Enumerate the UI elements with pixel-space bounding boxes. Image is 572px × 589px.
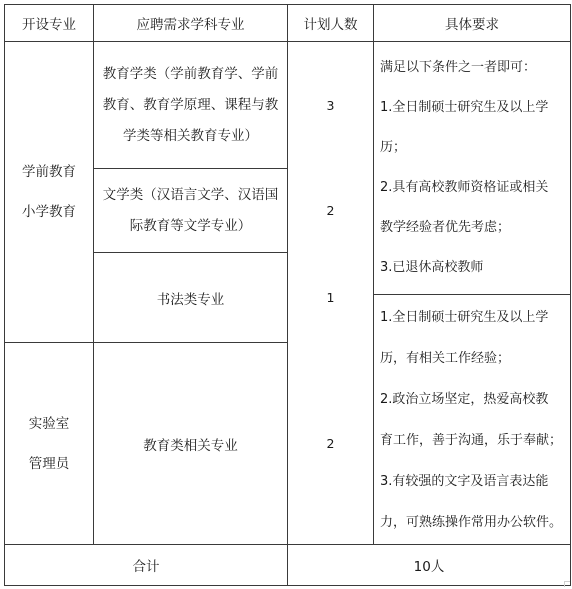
header-requirements: [374, 5, 570, 41]
group1-row3-count: [288, 253, 373, 342]
requirement-line: 历；: [380, 140, 407, 155]
group1-requirements: [380, 42, 568, 294]
total-label-cell: [5, 545, 287, 585]
requirement-line: 历，有相关工作经验；: [380, 350, 511, 366]
total-value-cell: [288, 545, 570, 585]
group1-row1-required: [94, 42, 287, 168]
group1-row2-count: [288, 169, 373, 252]
header-major-text: 开设专业: [22, 17, 76, 33]
header-required-major: [94, 5, 287, 41]
total-label: 合计: [132, 559, 160, 575]
group2-major-cell: [5, 343, 93, 544]
resize-corner-mark: [564, 581, 570, 587]
group1-major-line: 学前教育: [22, 164, 76, 180]
group2-requirements: [380, 295, 570, 544]
required-line: 教育、教育学原理、课程与教: [102, 96, 279, 113]
group2-count: [288, 343, 373, 544]
requirement-line: 2.具有高校教师资格证或相关: [380, 180, 549, 195]
group2-major-line: 管理员: [28, 455, 70, 472]
header-plan-count-text: 计划人数: [303, 17, 358, 33]
required-line: 书法类专业: [156, 291, 225, 308]
requirement-line: 1.全日制硕士研究生及以上学: [380, 309, 549, 325]
requirement-line: 3.有较强的文字及语言表达能: [380, 473, 549, 489]
border-right: [570, 4, 571, 586]
requirement-line: 3.已退休高校教师: [380, 260, 484, 275]
group1-major-cell: [5, 42, 93, 342]
requirement-line: 2.政治立场坚定，热爱高校教: [380, 391, 549, 407]
count-value: 3: [326, 97, 335, 113]
requirement-line: 满足以下条件之一者即可：: [380, 60, 537, 75]
requirement-line: 育工作，善于沟通，乐于奉献；: [380, 432, 563, 448]
requirement-line: 1.全日制硕士研究生及以上学: [380, 100, 549, 115]
required-line: 学类等相关教育专业）: [123, 127, 258, 144]
header-plan-count: [288, 5, 373, 41]
count-value: 1: [326, 290, 335, 305]
col-divider-3: [373, 4, 374, 545]
group2-major-line: 实验室: [28, 415, 70, 432]
count-value: 2: [326, 436, 335, 451]
header-required-major-text: 应聘需求学科专业: [136, 17, 245, 33]
header-major: [5, 5, 93, 41]
group2-required: [94, 343, 287, 544]
total-value: 10人: [413, 559, 445, 575]
required-line: 文学类（汉语言文学、汉语国: [102, 186, 279, 203]
required-line: 教育学类（学前教育学、学前: [102, 65, 279, 82]
count-value: 2: [326, 203, 335, 218]
requirement-line: 教学经验者优先考虑；: [380, 220, 511, 235]
group1-row1-count: [288, 42, 373, 168]
required-line: 际教育等文学专业）: [129, 217, 252, 234]
required-line: 教育类相关专业: [143, 437, 238, 454]
group1-row2-required: [94, 169, 287, 252]
header-requirements-text: 具体要求: [445, 17, 499, 33]
group1-row3-required: [94, 253, 287, 342]
group1-major-line: 小学教育: [22, 204, 76, 220]
requirement-line: 力，可熟练操作常用办公软件。: [380, 514, 563, 530]
